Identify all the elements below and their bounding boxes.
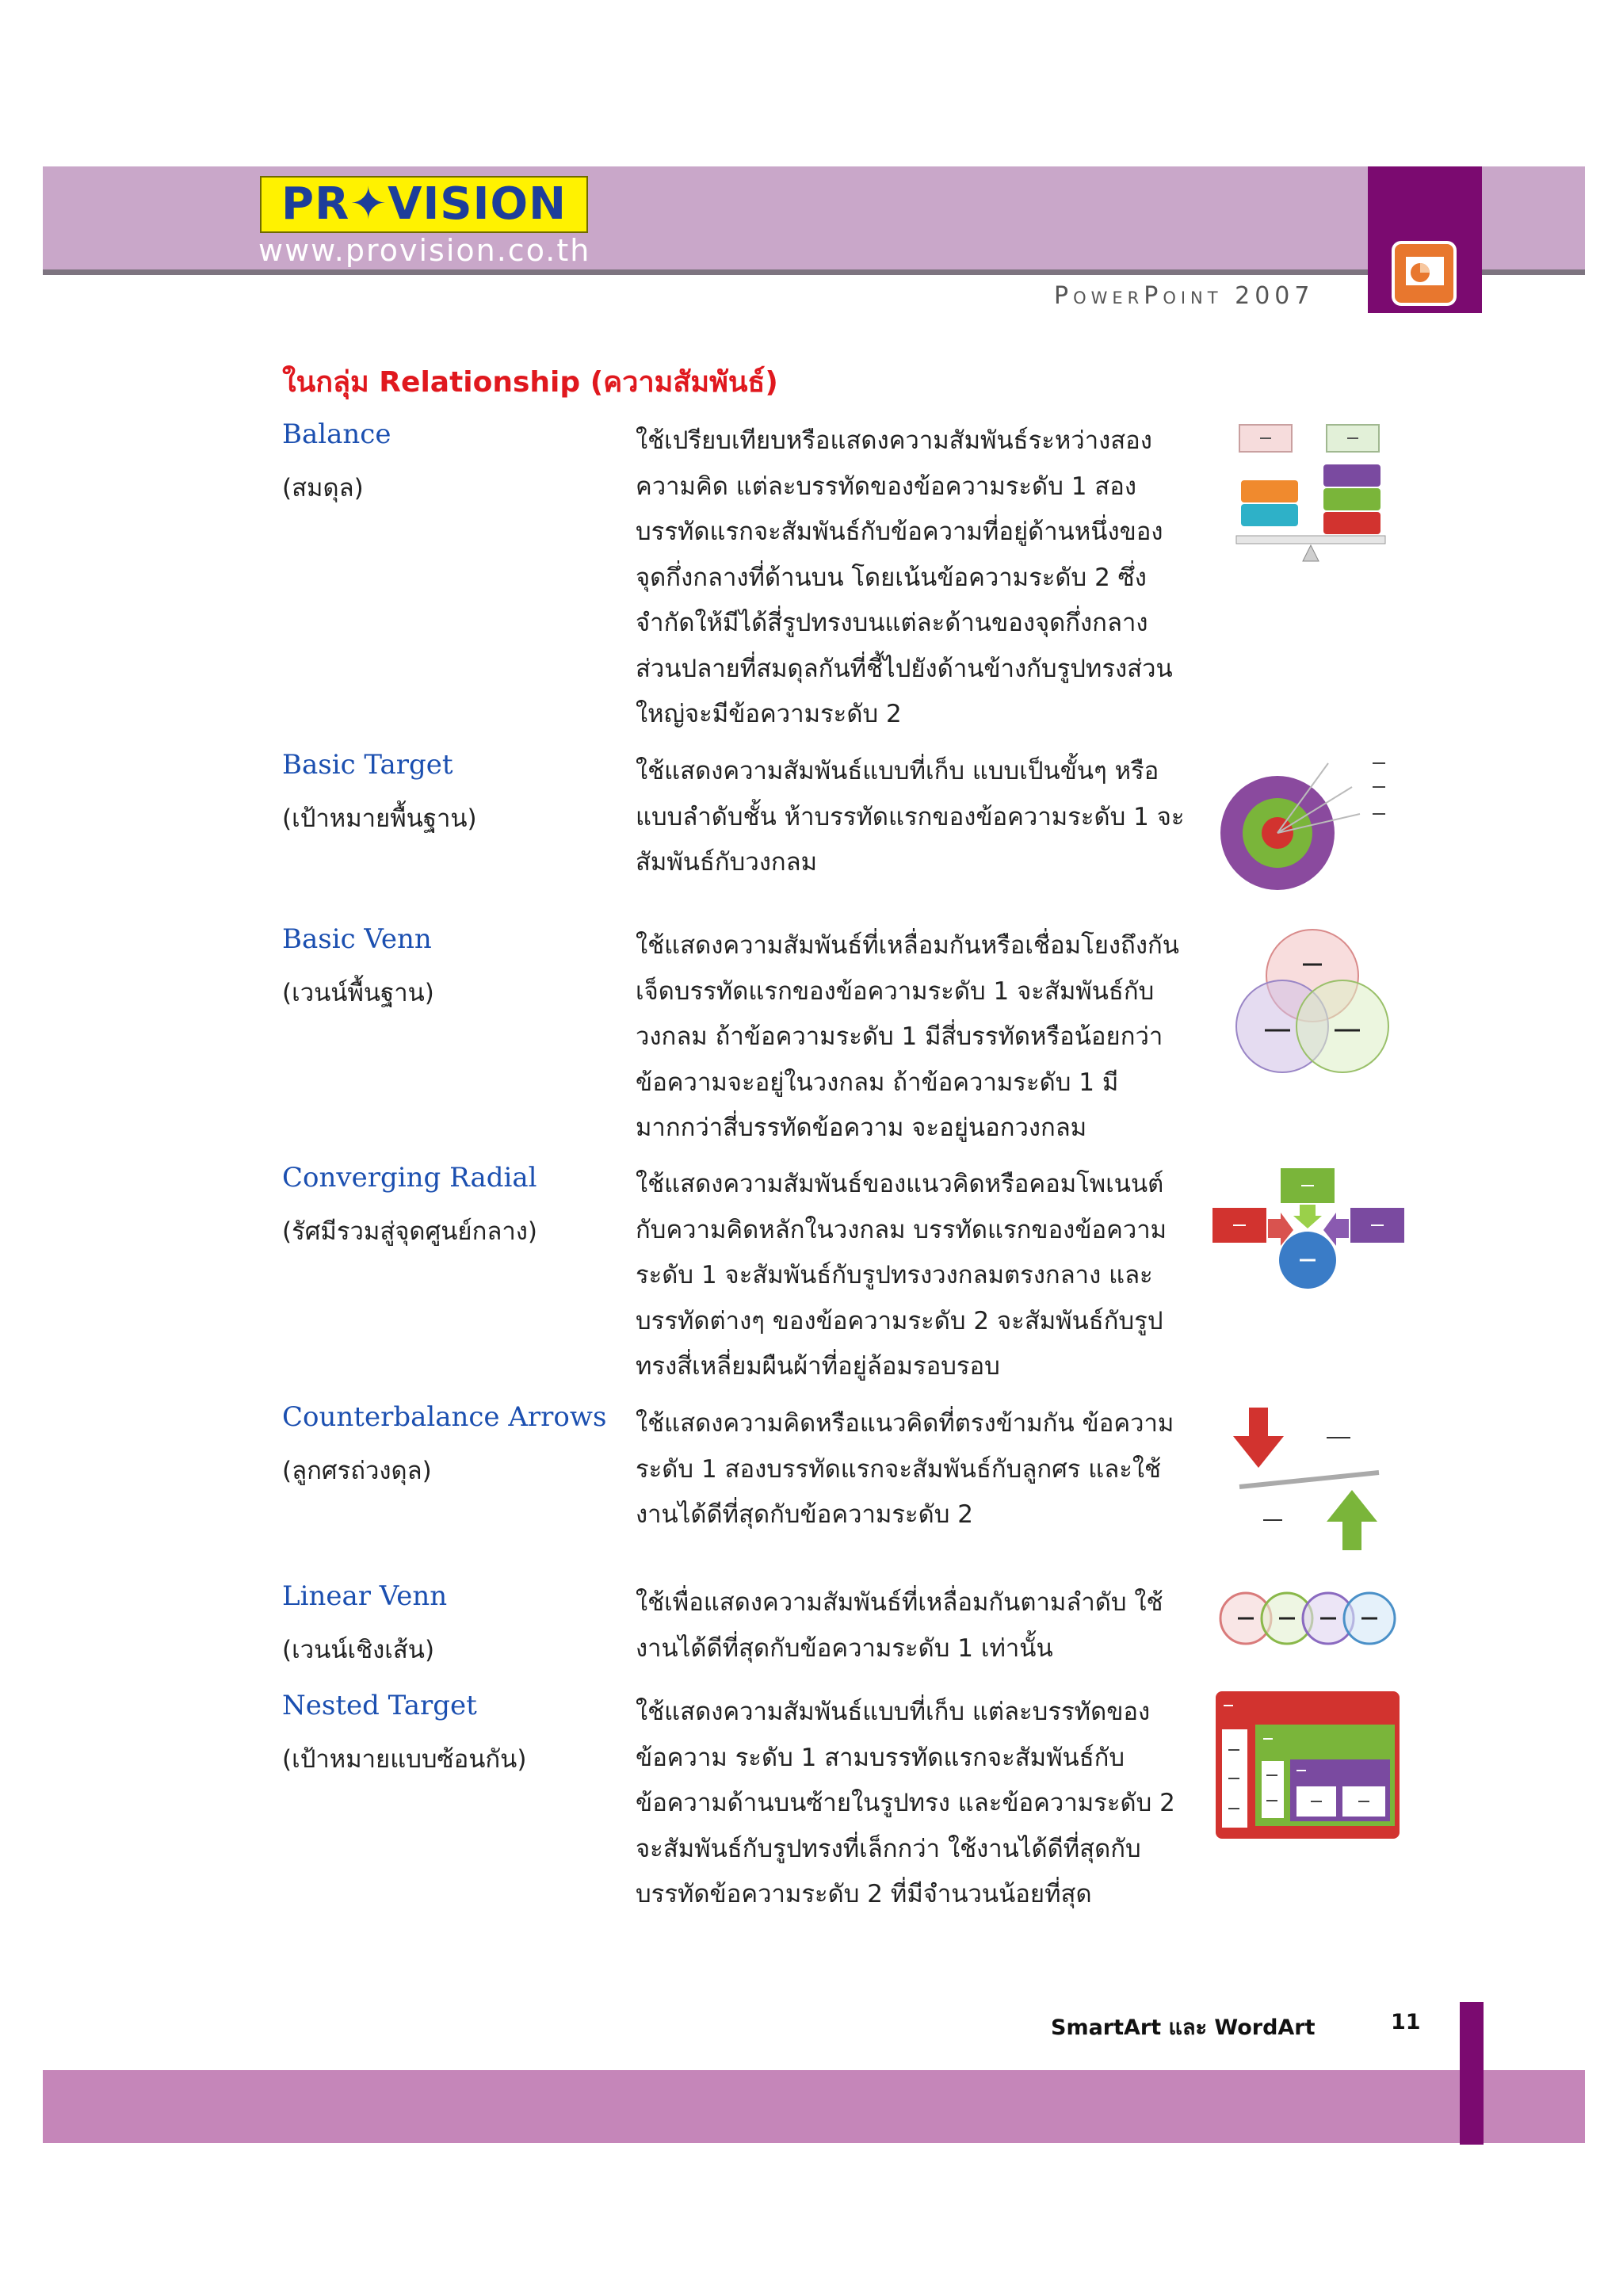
- product-label: PowerPoint 2007: [1054, 282, 1315, 310]
- footer-band: [43, 2070, 1585, 2143]
- section-title: ในกลุ่ม Relationship (ความสัมพันธ์): [282, 366, 778, 399]
- header-divider: [43, 269, 1585, 275]
- provision-logo: [260, 176, 588, 233]
- entry-name: Nested Target: [282, 1690, 477, 1721]
- entry-thai-name: (เป้าหมายพื้นฐาน): [282, 804, 477, 833]
- entry-description: ใช้เปรียบเทียบหรือแสดงความสัมพันธ์ระหว่างสองความคิด แต่ละบรรทัดของข้อความระดับ 1 สองบรรทัดแรกจะสัมพันธ์กับข้อความที่อยู่ด้านหนึ่งของจุดกึ่งกลางที่ด้านบน โดยเน้นข้อความระดับ 2 ซึ่งจำกัดให้มีได้สี่รูปทรงบนแต่ละด้านของจุดกึ่งกลาง ส่วนปลายที่สมดุลกันที่ชี้ไปยังด้านข้างกับรูปทรงส่วนใหญ่จะมีข้อความระดับ 2: [636, 426, 1173, 728]
- entry-thai-name: (ลูกศรถ่วงดุล): [282, 1457, 432, 1485]
- entry-thai-name: (รัศมีรวมสู่จุดศูนย์กลาง): [282, 1217, 538, 1246]
- entry-description: ใช้แสดงความสัมพันธ์ที่เหลื่อมกันหรือเชื่อมโยงถึงกัน เจ็ดบรรทัดแรกของข้อความระดับ 1 จะสัมพันธ์กับวงกลม ถ้าข้อความระดับ 1 มีสี่บรรทัดหรือน้อยกว่า ข้อความจะอยู่ในวงกลม ถ้าข้อความระดับ 1 มีมากกว่าสี่บรรทัดข้อความ จะอยู่นอกวงกลม: [636, 931, 1179, 1142]
- entry-description: ใช้แสดงความสัมพันธ์ของแนวคิดหรือคอมโพเนนต์กับความคิดหลักในวงกลม บรรทัดแรกของข้อความระดับ 1 จะสัมพันธ์กับรูปทรงวงกลมตรงกลาง และบรรทัดต่างๆ ของข้อความระดับ 2 จะสัมพันธ์กับรูปทรงสี่เหลี่ยมผืนผ้าที่อยู่ล้อมรอบรอบ: [636, 1170, 1167, 1381]
- entry-name: Linear Venn: [282, 1580, 448, 1612]
- entry-name: Converging Radial: [282, 1162, 537, 1194]
- nested-target-diagram: [1214, 1690, 1401, 1840]
- basic-target-diagram: [1217, 754, 1400, 896]
- entry-thai-name: (เป้าหมายแบบซ้อนกัน): [282, 1745, 527, 1774]
- entry-description: ใช้แสดงความสัมพันธ์แบบที่เก็บ แต่ละบรรทัดของข้อความ ระดับ 1 สามบรรทัดแรกจะสัมพันธ์กับข้อความด้านบนซ้ายในรูปทรง และข้อความระดับ 2 จะสัมพันธ์กับรูปทรงที่เล็กกว่า ใช้งานได้ดีที่สุดกับบรรทัดข้อความระดับ 2 ที่มีจำนวนน้อยที่สุด: [636, 1698, 1175, 1908]
- footer-label: SmartArt และ WordArt: [1051, 2015, 1316, 2040]
- entry-thai-name: (สมดุล): [282, 474, 364, 502]
- linear-venn-diagram: [1216, 1587, 1406, 1650]
- entry-name: Counterbalance Arrows: [282, 1401, 607, 1433]
- footer-accent-bar: [1460, 2002, 1484, 2145]
- entry-name: Basic Target: [282, 749, 453, 781]
- logo-text: PR✦VISION: [281, 178, 567, 230]
- entry-description: ใช้แสดงความคิดหรือแนวคิดที่ตรงข้ามกัน ข้อความระดับ 1 สองบรรทัดแรกจะสัมพันธ์กับลูกศร และใช้งานได้ดีที่สุดกับข้อความระดับ 2: [636, 1409, 1174, 1529]
- converging-radial-diagram: [1211, 1167, 1409, 1301]
- entry-description: ใช้แสดงความสัมพันธ์แบบที่เก็บ แบบเป็นขั้นๆ หรือแบบลำดับชั้น ห้าบรรทัดแรกของข้อความระดับ 1 จะสัมพันธ์กับวงกลม: [636, 757, 1185, 877]
- entry-thai-name: (เวนน์เชิงเส้น): [282, 1636, 435, 1664]
- counterbalance-arrows-diagram: [1232, 1406, 1390, 1557]
- entry-name: Balance: [282, 418, 391, 450]
- entry-thai-name: (เวนน์พื้นฐาน): [282, 979, 434, 1007]
- entry-description: ใช้เพื่อแสดงความสัมพันธ์ที่เหลื่อมกันตามลำดับ ใช้งานได้ดีที่สุดกับข้อความระดับ 1 เท่านั้น: [636, 1588, 1163, 1663]
- logo-url: www.provision.co.th: [258, 233, 591, 268]
- page-number: 11: [1391, 2010, 1421, 2034]
- entry-name: Basic Venn: [282, 923, 432, 955]
- balance-diagram: [1233, 422, 1392, 580]
- powerpoint-icon: [1388, 238, 1460, 309]
- basic-venn-diagram: [1225, 923, 1400, 1082]
